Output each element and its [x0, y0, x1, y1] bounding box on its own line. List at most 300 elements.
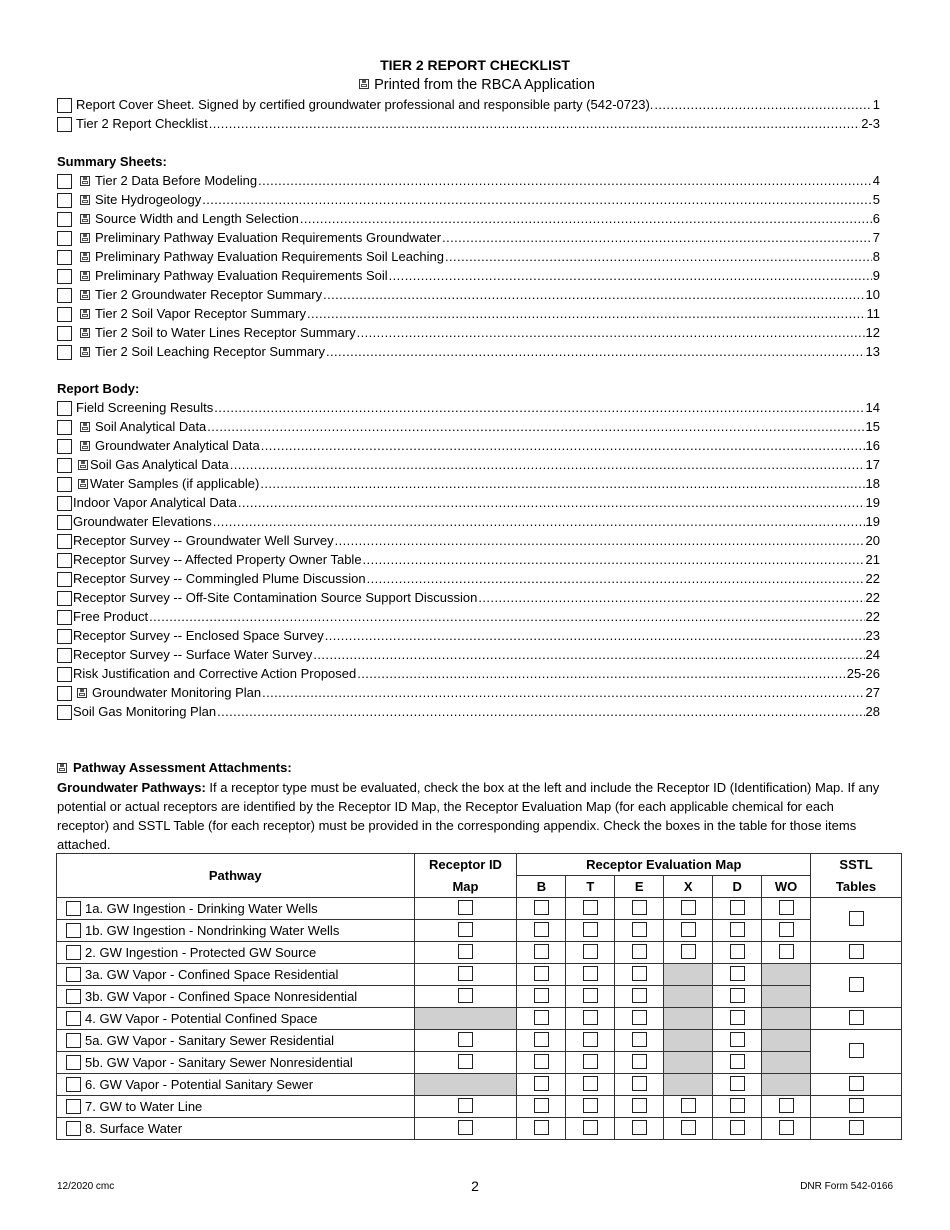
summary-item — [57, 172, 880, 190]
checkbox[interactable] — [57, 326, 72, 341]
page-number: 15 — [865, 419, 880, 434]
checkbox[interactable] — [57, 231, 72, 246]
e-checkbox[interactable] — [632, 900, 647, 915]
sstl-checkbox[interactable] — [849, 977, 864, 992]
t-checkbox[interactable] — [583, 988, 598, 1003]
item-label: Water Samples (if applicable) — [90, 476, 260, 491]
item-label: Indoor Vapor Analytical Data — [73, 495, 237, 510]
page-number: 10 — [865, 287, 880, 302]
body-item — [57, 703, 880, 721]
b-checkbox[interactable] — [534, 1076, 549, 1091]
summary-item — [57, 248, 880, 266]
checkbox[interactable] — [57, 667, 72, 682]
page-number: 1 — [872, 97, 880, 112]
na-cell — [762, 964, 811, 986]
row-checkbox[interactable] — [66, 901, 81, 916]
disk-icon — [80, 422, 90, 432]
row-checkbox[interactable] — [66, 989, 81, 1004]
sstl-checkbox[interactable] — [849, 1076, 864, 1091]
body-item — [57, 532, 880, 550]
groundwater-pathways-paragraph — [57, 778, 883, 854]
item-label: Groundwater Monitoring Plan — [92, 685, 262, 700]
paragraph-text: If a receptor type must be evaluated, check the box at the left and include the Receptor ID (Identification) Map. If any potential or actual receptors are identified by the Receptor ID Map, the Receptor Evaluation Map (for each applicable chemical for each receptor) and SSTL Table (for each receptor) must be provided in the corresponding appendix. Check the boxes in the table for those items attached. — [57, 780, 880, 852]
e-checkbox[interactable] — [632, 988, 647, 1003]
row-checkbox[interactable] — [66, 945, 81, 960]
item-label: Receptor Survey -- Surface Water Survey — [73, 647, 313, 662]
b-checkbox[interactable] — [534, 1054, 549, 1069]
dot-leader — [300, 210, 872, 228]
pathway-table — [56, 853, 902, 1140]
body-item — [57, 456, 880, 474]
body-item — [57, 570, 880, 588]
pathway-label: 3b. GW Vapor - Confined Space Nonresidential — [85, 989, 358, 1004]
table-row — [57, 1052, 902, 1074]
item-label: Tier 2 Soil to Water Lines Receptor Summary — [95, 325, 356, 340]
t-checkbox[interactable] — [583, 1010, 598, 1025]
page-number: 28 — [865, 704, 880, 719]
header-b: B — [517, 876, 566, 898]
checkbox[interactable] — [57, 591, 72, 606]
page-number: 11 — [866, 306, 880, 321]
page-number: 22 — [865, 590, 880, 605]
dot-leader — [445, 248, 872, 266]
pathway-label: 2. GW Ingestion - Protected GW Source — [85, 945, 317, 960]
dot-leader — [326, 343, 865, 361]
page-number: 7 — [872, 230, 880, 245]
table-row — [57, 1074, 902, 1096]
subtitle: Printed from the RBCA Application — [0, 77, 950, 93]
row-checkbox[interactable] — [66, 923, 81, 938]
item-label: Soil Analytical Data — [95, 419, 207, 434]
table-row — [57, 1096, 902, 1118]
e-checkbox[interactable] — [632, 1032, 647, 1047]
table-row — [57, 942, 902, 964]
dot-leader — [357, 324, 865, 342]
page-number: 19 — [865, 514, 880, 529]
b-checkbox[interactable] — [534, 944, 549, 959]
dot-leader — [357, 665, 846, 683]
pathway-label: 5b. GW Vapor - Sanitary Sewer Nonresidential — [85, 1055, 353, 1070]
item-label: Groundwater Analytical Data — [95, 438, 260, 453]
page-number: 16 — [865, 438, 880, 453]
receptor-id-checkbox[interactable] — [458, 1098, 473, 1113]
checkbox[interactable] — [57, 534, 72, 549]
dot-leader — [261, 437, 865, 455]
disk-icon — [78, 460, 88, 470]
pathway-label: 1a. GW Ingestion - Drinking Water Wells — [85, 901, 318, 916]
item-label: Risk Justification and Corrective Action Proposed — [73, 666, 357, 681]
checkbox[interactable] — [57, 117, 72, 132]
page-number: 21 — [865, 552, 880, 567]
item-label: Receptor Survey -- Commingled Plume Discussion — [73, 571, 366, 586]
table-row — [57, 898, 902, 920]
row-checkbox[interactable] — [66, 967, 81, 982]
header-eval-map: Receptor Evaluation Map — [517, 854, 811, 876]
pathway-label: 5a. GW Vapor - Sanitary Sewer Residential — [85, 1033, 335, 1048]
disk-icon — [80, 328, 90, 338]
na-cell — [762, 1030, 811, 1052]
d-checkbox[interactable] — [730, 900, 745, 915]
t-checkbox[interactable] — [583, 1032, 598, 1047]
page-number: 22 — [865, 609, 880, 624]
receptor-id-checkbox[interactable] — [458, 1054, 473, 1069]
body-item — [57, 513, 880, 531]
d-checkbox[interactable] — [730, 1120, 745, 1135]
disk-icon — [57, 763, 67, 773]
dot-leader — [262, 684, 864, 702]
item-label: Receptor Survey -- Off-Site Contamination Source Support Discussion — [73, 590, 478, 605]
sstl-checkbox[interactable] — [849, 1120, 864, 1135]
dot-leader — [207, 418, 864, 436]
page-number: 13 — [865, 344, 880, 359]
summary-item — [57, 324, 880, 342]
body-item — [57, 608, 880, 626]
d-checkbox[interactable] — [730, 1010, 745, 1025]
e-checkbox[interactable] — [632, 1076, 647, 1091]
sstl-checkbox[interactable] — [849, 1043, 864, 1058]
b-checkbox[interactable] — [534, 1098, 549, 1113]
b-checkbox[interactable] — [534, 1032, 549, 1047]
dot-leader — [260, 475, 864, 493]
e-checkbox[interactable] — [632, 1010, 647, 1025]
b-checkbox[interactable] — [534, 1010, 549, 1025]
header-x: X — [664, 876, 713, 898]
disk-icon — [77, 688, 87, 698]
dot-leader — [335, 532, 865, 550]
header-sstl-tables: Tables — [811, 876, 902, 898]
page-number: 23 — [865, 628, 880, 643]
dot-leader — [149, 608, 864, 626]
disk-icon — [80, 290, 90, 300]
receptor-id-checkbox[interactable] — [458, 944, 473, 959]
checkbox[interactable] — [57, 477, 72, 492]
item-label: Tier 2 Groundwater Receptor Summary — [95, 287, 323, 302]
summary-item — [57, 210, 880, 228]
checkbox[interactable] — [57, 439, 72, 454]
dot-leader — [258, 172, 872, 190]
body-item — [57, 437, 880, 455]
x-checkbox[interactable] — [681, 1098, 696, 1113]
t-checkbox[interactable] — [583, 1054, 598, 1069]
page-number: 2-3 — [861, 116, 880, 131]
page-number: 19 — [865, 495, 880, 510]
b-checkbox[interactable] — [534, 900, 549, 915]
table-row — [57, 964, 902, 986]
dot-leader — [367, 570, 865, 588]
checkbox[interactable] — [57, 553, 72, 568]
item-label: Free Product — [73, 609, 149, 624]
form-number: DNR Form 542-0166 — [800, 1181, 893, 1192]
page-number: 12 — [865, 325, 880, 340]
e-checkbox[interactable] — [632, 966, 647, 981]
row-checkbox[interactable] — [66, 1099, 81, 1114]
x-checkbox[interactable] — [681, 900, 696, 915]
checkbox[interactable] — [57, 269, 72, 284]
item-label: Receptor Survey -- Enclosed Space Survey — [73, 628, 324, 643]
row-checkbox[interactable] — [66, 1121, 81, 1136]
wo-checkbox[interactable] — [779, 1098, 794, 1113]
x-checkbox[interactable] — [681, 944, 696, 959]
paragraph-lead: Groundwater Pathways: — [57, 780, 206, 795]
d-checkbox[interactable] — [730, 922, 745, 937]
body-item — [57, 551, 880, 569]
attachments-heading: Pathway Assessment Attachments: — [57, 760, 292, 775]
summary-item — [57, 229, 880, 247]
page-number-footer: 2 — [471, 1178, 479, 1194]
dot-leader — [325, 627, 865, 645]
dot-leader — [313, 646, 864, 664]
t-checkbox[interactable] — [583, 1098, 598, 1113]
disk-icon — [80, 195, 90, 205]
d-checkbox[interactable] — [730, 1054, 745, 1069]
row-checkbox[interactable] — [66, 1033, 81, 1048]
disk-icon — [80, 347, 90, 357]
item-label: Groundwater Elevations — [73, 514, 212, 529]
dot-leader — [202, 191, 872, 209]
body-item — [57, 475, 880, 493]
row-checkbox[interactable] — [66, 1077, 81, 1092]
checklist-item-cover-sheet — [57, 96, 880, 114]
page-number: 20 — [865, 533, 880, 548]
page-number: 17 — [865, 457, 880, 472]
checkbox[interactable] — [57, 629, 72, 644]
body-item — [57, 418, 880, 436]
d-checkbox[interactable] — [730, 1076, 745, 1091]
page-title: TIER 2 REPORT CHECKLIST — [380, 57, 570, 73]
row-checkbox[interactable] — [66, 1055, 81, 1070]
dot-leader — [363, 551, 865, 569]
dot-leader — [238, 494, 865, 512]
checkbox[interactable] — [57, 458, 72, 473]
item-label: Report Cover Sheet. Signed by certified groundwater professional and responsible party (542-0723). — [76, 97, 654, 112]
page-number: 4 — [872, 173, 880, 188]
wo-checkbox[interactable] — [779, 900, 794, 915]
checkbox[interactable] — [57, 705, 72, 720]
checkbox[interactable] — [57, 98, 72, 113]
e-checkbox[interactable] — [632, 922, 647, 937]
pathway-label: 7. GW to Water Line — [85, 1099, 203, 1114]
disk-icon — [80, 441, 90, 451]
item-label: Preliminary Pathway Evaluation Requirements Soil Leaching — [95, 249, 445, 264]
na-cell — [762, 1074, 811, 1096]
header-sstl: SSTL — [811, 854, 902, 876]
d-checkbox[interactable] — [730, 988, 745, 1003]
header-wo: WO — [762, 876, 811, 898]
summary-item — [57, 305, 880, 323]
b-checkbox[interactable] — [534, 988, 549, 1003]
header-e: E — [615, 876, 664, 898]
table-row — [57, 920, 902, 942]
checkbox[interactable] — [57, 288, 72, 303]
e-checkbox[interactable] — [632, 1098, 647, 1113]
item-label: Receptor Survey -- Groundwater Well Survey — [73, 533, 334, 548]
t-checkbox[interactable] — [583, 922, 598, 937]
item-label: Source Width and Length Selection — [95, 211, 299, 226]
pathway-label: 3a. GW Vapor - Confined Space Residential — [85, 967, 339, 982]
checkbox[interactable] — [57, 648, 72, 663]
na-cell — [414, 1008, 517, 1030]
receptor-id-checkbox[interactable] — [458, 1120, 473, 1135]
summary-item — [57, 286, 880, 304]
d-checkbox[interactable] — [730, 944, 745, 959]
body-item — [57, 646, 880, 664]
row-checkbox[interactable] — [66, 1011, 81, 1026]
item-label: Tier 2 Soil Vapor Receptor Summary — [95, 306, 306, 321]
dot-leader — [323, 286, 864, 304]
checklist-item-report-checklist — [57, 115, 880, 133]
item-label: Soil Gas Monitoring Plan — [73, 704, 217, 719]
table-row — [57, 986, 902, 1008]
dot-leader — [230, 456, 865, 474]
checkbox[interactable] — [57, 174, 72, 189]
x-checkbox[interactable] — [681, 1120, 696, 1135]
disk-icon — [80, 309, 90, 319]
page-number: 5 — [872, 192, 880, 207]
checkbox[interactable] — [57, 515, 72, 530]
summary-item — [57, 267, 880, 285]
na-cell — [664, 1074, 713, 1096]
checkbox[interactable] — [57, 250, 72, 265]
header-receptor-id-map: Map — [414, 876, 517, 898]
receptor-id-checkbox[interactable] — [458, 1032, 473, 1047]
page-number: 24 — [865, 647, 880, 662]
body-item — [57, 665, 880, 683]
wo-checkbox[interactable] — [779, 944, 794, 959]
header-t: T — [566, 876, 615, 898]
disk-icon — [80, 271, 90, 281]
page-number: 18 — [865, 476, 880, 491]
checkbox[interactable] — [57, 401, 72, 416]
pathway-label: 4. GW Vapor - Potential Confined Space — [85, 1011, 318, 1026]
receptor-id-checkbox[interactable] — [458, 988, 473, 1003]
checkbox[interactable] — [57, 420, 72, 435]
pathway-label: 6. GW Vapor - Potential Sanitary Sewer — [85, 1077, 314, 1092]
header-receptor-id: Receptor ID — [414, 854, 517, 876]
wo-checkbox[interactable] — [779, 1120, 794, 1135]
na-cell — [762, 1008, 811, 1030]
x-checkbox[interactable] — [681, 922, 696, 937]
table-row — [57, 1030, 902, 1052]
checkbox[interactable] — [57, 345, 72, 360]
na-cell — [414, 1074, 517, 1096]
body-item — [57, 684, 880, 702]
header-d: D — [713, 876, 762, 898]
body-item — [57, 399, 880, 417]
report-body-heading: Report Body: — [57, 381, 140, 396]
e-checkbox[interactable] — [632, 1054, 647, 1069]
receptor-id-checkbox[interactable] — [458, 900, 473, 915]
dot-leader — [478, 589, 864, 607]
t-checkbox[interactable] — [583, 900, 598, 915]
item-label: Field Screening Results — [76, 400, 214, 415]
dot-leader — [217, 703, 864, 721]
page-number: 22 — [865, 571, 880, 586]
d-checkbox[interactable] — [730, 966, 745, 981]
b-checkbox[interactable] — [534, 966, 549, 981]
disk-icon — [80, 214, 90, 224]
sstl-checkbox[interactable] — [849, 944, 864, 959]
t-checkbox[interactable] — [583, 1120, 598, 1135]
checkbox[interactable] — [57, 572, 72, 587]
sstl-checkbox[interactable] — [849, 1010, 864, 1025]
table-row — [57, 1008, 902, 1030]
summary-item — [57, 191, 880, 209]
sstl-checkbox[interactable] — [849, 1098, 864, 1113]
dot-leader — [307, 305, 866, 323]
na-cell — [664, 986, 713, 1008]
page-number: 27 — [865, 685, 880, 700]
b-checkbox[interactable] — [534, 922, 549, 937]
receptor-id-checkbox[interactable] — [458, 966, 473, 981]
receptor-id-checkbox[interactable] — [458, 922, 473, 937]
e-checkbox[interactable] — [632, 1120, 647, 1135]
dot-leader — [209, 115, 860, 133]
pathway-label: 8. Surface Water — [85, 1121, 183, 1136]
dot-leader — [213, 513, 865, 531]
na-cell — [664, 1008, 713, 1030]
item-label: Tier 2 Data Before Modeling — [95, 173, 258, 188]
page-number: 6 — [872, 211, 880, 226]
page-number: 9 — [872, 268, 880, 283]
page-number: 25-26 — [846, 666, 880, 681]
dot-leader — [214, 399, 864, 417]
summary-item — [57, 343, 880, 361]
na-cell — [762, 986, 811, 1008]
item-label: Tier 2 Soil Leaching Receptor Summary — [95, 344, 326, 359]
header-pathway: Pathway — [57, 854, 415, 898]
checkbox[interactable] — [57, 686, 72, 701]
disk-icon — [359, 79, 369, 89]
na-cell — [664, 1030, 713, 1052]
t-checkbox[interactable] — [583, 1076, 598, 1091]
dot-leader — [389, 267, 872, 285]
checkbox[interactable] — [57, 496, 72, 511]
wo-checkbox[interactable] — [779, 922, 794, 937]
item-label: Receptor Survey -- Affected Property Owner Table — [73, 552, 362, 567]
sstl-checkbox[interactable] — [849, 911, 864, 926]
checkbox[interactable] — [57, 193, 72, 208]
summary-heading: Summary Sheets: — [57, 154, 167, 169]
t-checkbox[interactable] — [583, 944, 598, 959]
disk-icon — [80, 176, 90, 186]
pathway-label: 1b. GW Ingestion - Nondrinking Water Wells — [85, 923, 340, 938]
dot-leader — [442, 229, 872, 247]
item-label: Preliminary Pathway Evaluation Requirements Soil — [95, 268, 388, 283]
checkbox[interactable] — [57, 307, 72, 322]
na-cell — [664, 1052, 713, 1074]
body-item — [57, 589, 880, 607]
page-number: 14 — [865, 400, 880, 415]
disk-icon — [80, 252, 90, 262]
checkbox[interactable] — [57, 212, 72, 227]
checkbox[interactable] — [57, 610, 72, 625]
dot-leader — [654, 96, 871, 114]
disk-icon — [80, 233, 90, 243]
na-cell — [762, 1052, 811, 1074]
d-checkbox[interactable] — [730, 1098, 745, 1113]
footer-date: 12/2020 cmc — [57, 1181, 115, 1192]
t-checkbox[interactable] — [583, 966, 598, 981]
e-checkbox[interactable] — [632, 944, 647, 959]
disk-icon — [78, 479, 88, 489]
table-row — [57, 1118, 902, 1140]
body-item — [57, 627, 880, 645]
na-cell — [664, 964, 713, 986]
item-label: Soil Gas Analytical Data — [90, 457, 229, 472]
item-label: Preliminary Pathway Evaluation Requirements Groundwater — [95, 230, 442, 245]
b-checkbox[interactable] — [534, 1120, 549, 1135]
d-checkbox[interactable] — [730, 1032, 745, 1047]
